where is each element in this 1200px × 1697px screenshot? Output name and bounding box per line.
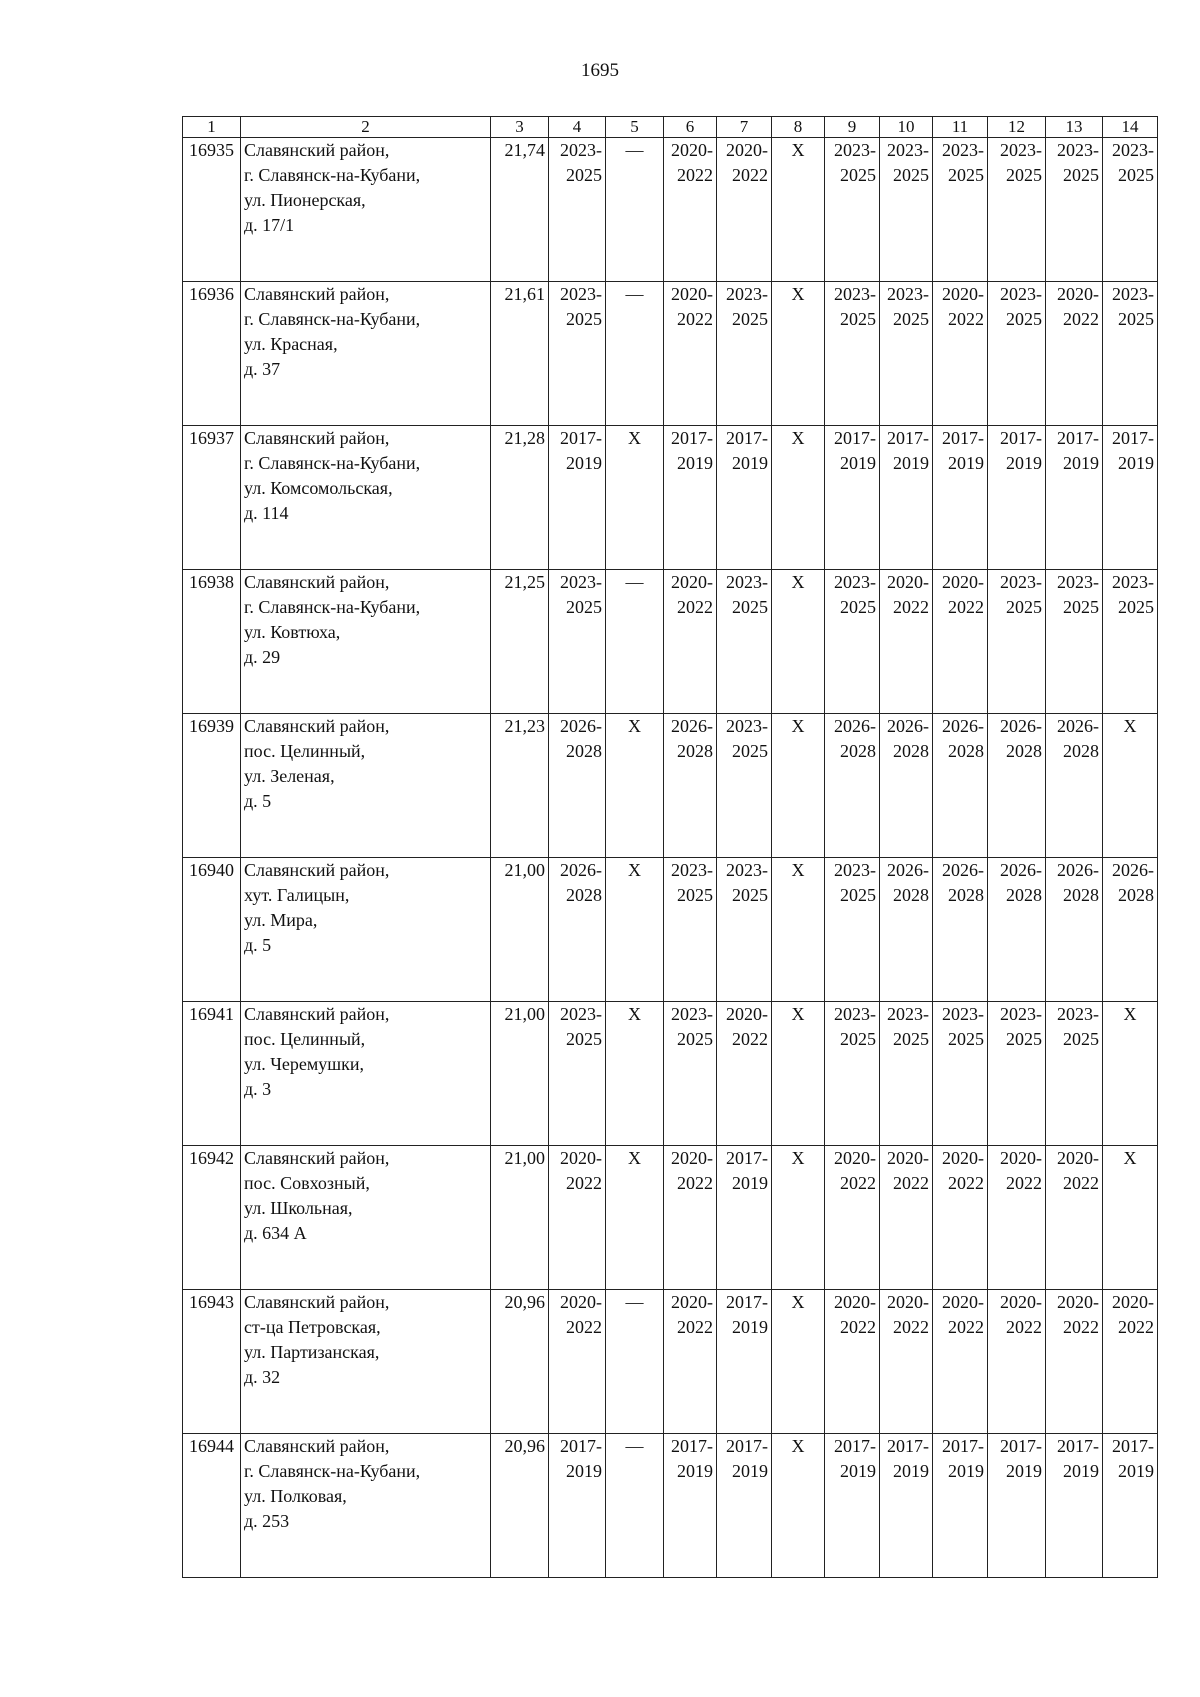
column-header: 9 xyxy=(825,117,880,138)
year-range-cell: 2020- 2022 xyxy=(717,138,772,282)
address-line: пос. Целинный, xyxy=(244,741,366,761)
area-cell: 21,28 xyxy=(491,426,549,570)
mark-cell: X xyxy=(772,138,825,282)
mark-cell: X xyxy=(772,1434,825,1578)
year-range-cell: 2020- 2022 xyxy=(549,1146,606,1290)
year-range-cell: 2017- 2019 xyxy=(664,426,717,570)
address-line: д. 5 xyxy=(244,791,272,811)
mark-cell: X xyxy=(606,858,664,1002)
address-line: г. Славянск-на-Кубани, xyxy=(244,1461,421,1481)
year-range-cell: 2023- 2025 xyxy=(880,1002,933,1146)
table-row xyxy=(183,1146,1158,1290)
area-cell: 21,61 xyxy=(491,282,549,426)
year-range-cell: 2020- 2022 xyxy=(988,1290,1046,1434)
address-cell xyxy=(241,1434,491,1578)
year-range-cell: 2023- 2025 xyxy=(988,570,1046,714)
row-number: 16937 xyxy=(183,426,241,570)
year-range-cell: 2020- 2022 xyxy=(933,570,988,714)
mark-cell: X xyxy=(772,426,825,570)
column-header: 7 xyxy=(717,117,772,138)
address-line: д. 114 xyxy=(244,503,289,523)
year-range-cell: 2017- 2019 xyxy=(988,1434,1046,1578)
table-row xyxy=(183,138,1158,282)
table-row xyxy=(183,570,1158,714)
mark-cell: X xyxy=(606,426,664,570)
mark-cell: X xyxy=(772,858,825,1002)
area-cell: 21,00 xyxy=(491,858,549,1002)
area-cell: 21,23 xyxy=(491,714,549,858)
address-line: д. 32 xyxy=(244,1367,281,1387)
address-line: д. 253 xyxy=(244,1511,290,1531)
mark-cell: X xyxy=(772,1290,825,1434)
mark-cell: X xyxy=(1103,1146,1158,1290)
table-row xyxy=(183,858,1158,1002)
year-range-cell: 2020- 2022 xyxy=(825,1146,880,1290)
address-line: Славянский район, xyxy=(244,1292,390,1312)
row-number: 16935 xyxy=(183,138,241,282)
column-header: 1 xyxy=(183,117,241,138)
address-line: хут. Галицын, xyxy=(244,885,350,905)
address-cell xyxy=(241,1146,491,1290)
year-range-cell: 2023- 2025 xyxy=(988,282,1046,426)
column-header: 12 xyxy=(988,117,1046,138)
year-range-cell: 2023- 2025 xyxy=(1046,570,1103,714)
column-header: 2 xyxy=(241,117,491,138)
mark-cell: X xyxy=(772,570,825,714)
address-line: ул. Зеленая, xyxy=(244,766,335,786)
year-range-cell: 2017- 2019 xyxy=(933,426,988,570)
year-range-cell: 2017- 2019 xyxy=(933,1434,988,1578)
address-line: ул. Мира, xyxy=(244,910,318,930)
address-line: пос. Совхозный, xyxy=(244,1173,370,1193)
year-range-cell: 2017- 2019 xyxy=(1103,1434,1158,1578)
row-number: 16943 xyxy=(183,1290,241,1434)
address-cell xyxy=(241,858,491,1002)
address-cell xyxy=(241,138,491,282)
year-range-cell: 2023- 2025 xyxy=(825,1002,880,1146)
year-range-cell: 2023- 2025 xyxy=(880,282,933,426)
column-header: 10 xyxy=(880,117,933,138)
year-range-cell: 2026- 2028 xyxy=(825,714,880,858)
area-cell: 21,74 xyxy=(491,138,549,282)
mark-cell: — xyxy=(606,282,664,426)
table-row xyxy=(183,426,1158,570)
year-range-cell: 2026- 2028 xyxy=(664,714,717,858)
year-range-cell: 2017- 2019 xyxy=(717,1434,772,1578)
year-range-cell: 2026- 2028 xyxy=(988,714,1046,858)
year-range-cell: 2023- 2025 xyxy=(717,570,772,714)
year-range-cell: 2026- 2028 xyxy=(933,714,988,858)
year-range-cell: 2020- 2022 xyxy=(717,1002,772,1146)
address-line: Славянский район, xyxy=(244,1148,390,1168)
address-line: Славянский район, xyxy=(244,284,390,304)
year-range-cell: 2017- 2019 xyxy=(988,426,1046,570)
year-range-cell: 2020- 2022 xyxy=(988,1146,1046,1290)
year-range-cell: 2017- 2019 xyxy=(1046,1434,1103,1578)
year-range-cell: 2020- 2022 xyxy=(825,1290,880,1434)
year-range-cell: 2017- 2019 xyxy=(825,1434,880,1578)
mark-cell: — xyxy=(606,570,664,714)
year-range-cell: 2026- 2028 xyxy=(933,858,988,1002)
year-range-cell: 2026- 2028 xyxy=(1103,858,1158,1002)
header-row xyxy=(183,117,1158,138)
page-number: 1695 xyxy=(581,60,619,81)
row-number: 16942 xyxy=(183,1146,241,1290)
year-range-cell: 2017- 2019 xyxy=(880,426,933,570)
address-cell xyxy=(241,282,491,426)
mark-cell: — xyxy=(606,138,664,282)
year-range-cell: 2026- 2028 xyxy=(880,714,933,858)
row-number: 16941 xyxy=(183,1002,241,1146)
address-line: Славянский район, xyxy=(244,428,390,448)
mark-cell: X xyxy=(606,1002,664,1146)
column-header: 4 xyxy=(549,117,606,138)
mark-cell: — xyxy=(606,1434,664,1578)
address-cell xyxy=(241,1002,491,1146)
table-row xyxy=(183,714,1158,858)
mark-cell: — xyxy=(606,1290,664,1434)
year-range-cell: 2020- 2022 xyxy=(1046,282,1103,426)
year-range-cell: 2017- 2019 xyxy=(1046,426,1103,570)
register-table xyxy=(182,116,1158,1578)
year-range-cell: 2023- 2025 xyxy=(717,282,772,426)
year-range-cell: 2020- 2022 xyxy=(880,1146,933,1290)
year-range-cell: 2017- 2019 xyxy=(717,1146,772,1290)
address-line: д. 3 xyxy=(244,1079,272,1099)
year-range-cell: 2023- 2025 xyxy=(933,1002,988,1146)
year-range-cell: 2020- 2022 xyxy=(1046,1146,1103,1290)
mark-cell: X xyxy=(1103,1002,1158,1146)
year-range-cell: 2017- 2019 xyxy=(825,426,880,570)
year-range-cell: 2020- 2022 xyxy=(664,1146,717,1290)
year-range-cell: 2023- 2025 xyxy=(549,570,606,714)
address-line: г. Славянск-на-Кубани, xyxy=(244,597,421,617)
year-range-cell: 2017- 2019 xyxy=(549,426,606,570)
column-header: 8 xyxy=(772,117,825,138)
row-number: 16938 xyxy=(183,570,241,714)
area-cell: 20,96 xyxy=(491,1290,549,1434)
year-range-cell: 2017- 2019 xyxy=(717,1290,772,1434)
mark-cell: X xyxy=(606,1146,664,1290)
year-range-cell: 2017- 2019 xyxy=(664,1434,717,1578)
year-range-cell: 2026- 2028 xyxy=(988,858,1046,1002)
address-line: д. 17/1 xyxy=(244,215,295,235)
address-cell xyxy=(241,570,491,714)
column-header: 14 xyxy=(1103,117,1158,138)
year-range-cell: 2023- 2025 xyxy=(664,1002,717,1146)
mark-cell: X xyxy=(772,1146,825,1290)
year-range-cell: 2026- 2028 xyxy=(549,858,606,1002)
year-range-cell: 2017- 2019 xyxy=(717,426,772,570)
year-range-cell: 2026- 2028 xyxy=(1046,858,1103,1002)
year-range-cell: 2023- 2025 xyxy=(988,1002,1046,1146)
area-cell: 21,25 xyxy=(491,570,549,714)
year-range-cell: 2020- 2022 xyxy=(880,570,933,714)
row-number: 16936 xyxy=(183,282,241,426)
row-number: 16939 xyxy=(183,714,241,858)
year-range-cell: 2023- 2025 xyxy=(1103,138,1158,282)
address-line: ул. Пионерская, xyxy=(244,190,366,210)
column-header: 3 xyxy=(491,117,549,138)
year-range-cell: 2023- 2025 xyxy=(717,858,772,1002)
address-line: Славянский район, xyxy=(244,860,390,880)
address-cell xyxy=(241,1290,491,1434)
year-range-cell: 2020- 2022 xyxy=(549,1290,606,1434)
year-range-cell: 2026- 2028 xyxy=(549,714,606,858)
address-line: д. 37 xyxy=(244,359,281,379)
year-range-cell: 2020- 2022 xyxy=(664,570,717,714)
row-number: 16944 xyxy=(183,1434,241,1578)
area-cell: 21,00 xyxy=(491,1002,549,1146)
address-line: пос. Целинный, xyxy=(244,1029,366,1049)
year-range-cell: 2023- 2025 xyxy=(933,138,988,282)
year-range-cell: 2020- 2022 xyxy=(664,1290,717,1434)
table-row xyxy=(183,282,1158,426)
mark-cell: X xyxy=(772,282,825,426)
address-line: д. 29 xyxy=(244,647,281,667)
address-line: ул. Партизанская, xyxy=(244,1342,380,1362)
address-line: ул. Ковтюха, xyxy=(244,622,341,642)
mark-cell: X xyxy=(772,1002,825,1146)
mark-cell: X xyxy=(606,714,664,858)
year-range-cell: 2026- 2028 xyxy=(1046,714,1103,858)
year-range-cell: 2023- 2025 xyxy=(549,1002,606,1146)
mark-cell: X xyxy=(772,714,825,858)
address-line: ул. Школьная, xyxy=(244,1198,353,1218)
year-range-cell: 2017- 2019 xyxy=(880,1434,933,1578)
address-line: ул. Полковая, xyxy=(244,1486,347,1506)
address-line: г. Славянск-на-Кубани, xyxy=(244,309,421,329)
year-range-cell: 2020- 2022 xyxy=(933,1290,988,1434)
area-cell: 20,96 xyxy=(491,1434,549,1578)
year-range-cell: 2023- 2025 xyxy=(664,858,717,1002)
column-header: 11 xyxy=(933,117,988,138)
year-range-cell: 2023- 2025 xyxy=(825,858,880,1002)
address-line: г. Славянск-на-Кубани, xyxy=(244,165,421,185)
column-header: 6 xyxy=(664,117,717,138)
year-range-cell: 2020- 2022 xyxy=(933,1146,988,1290)
address-line: Славянский район, xyxy=(244,140,390,160)
year-range-cell: 2020- 2022 xyxy=(880,1290,933,1434)
year-range-cell: 2020- 2022 xyxy=(664,138,717,282)
year-range-cell: 2020- 2022 xyxy=(933,282,988,426)
year-range-cell: 2023- 2025 xyxy=(549,138,606,282)
address-line: д. 634 А xyxy=(244,1223,307,1243)
year-range-cell: 2023- 2025 xyxy=(988,138,1046,282)
row-number: 16940 xyxy=(183,858,241,1002)
area-cell: 21,00 xyxy=(491,1146,549,1290)
year-range-cell: 2023- 2025 xyxy=(880,138,933,282)
table-row xyxy=(183,1290,1158,1434)
address-line: д. 5 xyxy=(244,935,272,955)
year-range-cell: 2026- 2028 xyxy=(880,858,933,1002)
address-line: Славянский район, xyxy=(244,572,390,592)
address-line: ул. Черемушки, xyxy=(244,1054,364,1074)
mark-cell: X xyxy=(1103,714,1158,858)
year-range-cell: 2023- 2025 xyxy=(825,282,880,426)
address-line: Славянский район, xyxy=(244,1004,390,1024)
column-header: 5 xyxy=(606,117,664,138)
address-cell xyxy=(241,426,491,570)
year-range-cell: 2023- 2025 xyxy=(717,714,772,858)
year-range-cell: 2023- 2025 xyxy=(825,138,880,282)
year-range-cell: 2023- 2025 xyxy=(1046,138,1103,282)
address-line: Славянский район, xyxy=(244,1436,390,1456)
year-range-cell: 2020- 2022 xyxy=(1103,1290,1158,1434)
address-line: г. Славянск-на-Кубани, xyxy=(244,453,421,473)
address-line: ст-ца Петровская, xyxy=(244,1317,381,1337)
year-range-cell: 2023- 2025 xyxy=(1103,282,1158,426)
year-range-cell: 2017- 2019 xyxy=(1103,426,1158,570)
table-row xyxy=(183,1434,1158,1578)
year-range-cell: 2023- 2025 xyxy=(1103,570,1158,714)
year-range-cell: 2023- 2025 xyxy=(825,570,880,714)
table-row xyxy=(183,1002,1158,1146)
year-range-cell: 2023- 2025 xyxy=(1046,1002,1103,1146)
address-line: Славянский район, xyxy=(244,716,390,736)
address-cell xyxy=(241,714,491,858)
address-line: ул. Красная, xyxy=(244,334,338,354)
year-range-cell: 2020- 2022 xyxy=(1046,1290,1103,1434)
address-line: ул. Комсомольская, xyxy=(244,478,393,498)
year-range-cell: 2023- 2025 xyxy=(549,282,606,426)
year-range-cell: 2020- 2022 xyxy=(664,282,717,426)
column-header: 13 xyxy=(1046,117,1103,138)
year-range-cell: 2017- 2019 xyxy=(549,1434,606,1578)
